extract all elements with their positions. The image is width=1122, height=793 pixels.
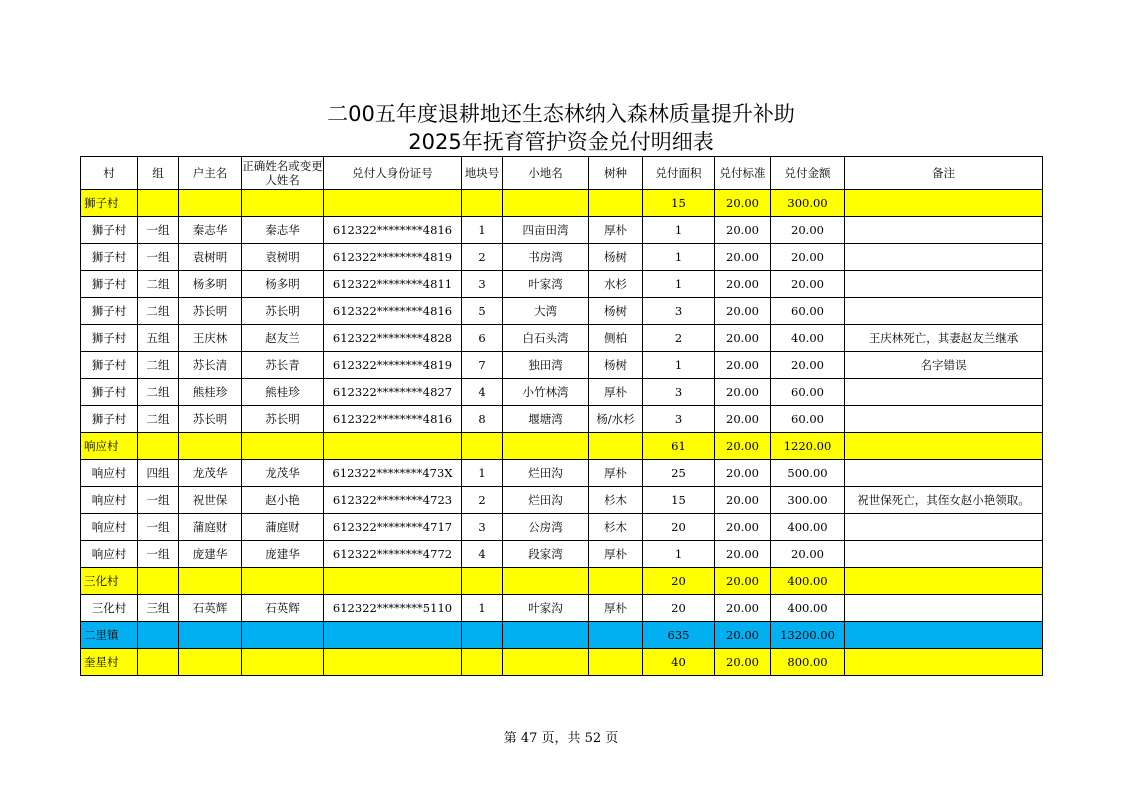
area-cell: 1 xyxy=(643,352,715,379)
table-row xyxy=(81,271,1043,298)
table-row xyxy=(81,460,1043,487)
plot-number-cell: 5 xyxy=(462,298,503,325)
village-cell: 二里镇 xyxy=(81,622,138,649)
amount-cell: 500.00 xyxy=(771,460,845,487)
header-householder: 户主名 xyxy=(179,157,242,190)
id-number-cell xyxy=(324,622,462,649)
householder-cell: 苏长明 xyxy=(179,406,242,433)
village-cell: 响应村 xyxy=(81,541,138,568)
remarks-cell xyxy=(845,379,1043,406)
area-cell: 1 xyxy=(643,541,715,568)
table-row xyxy=(81,487,1043,514)
group-cell: 三组 xyxy=(138,595,179,622)
householder-cell: 庞建华 xyxy=(179,541,242,568)
village-cell: 狮子村 xyxy=(81,244,138,271)
standard-cell: 20.00 xyxy=(715,487,771,514)
header-id-number: 兑付人身份证号 xyxy=(324,157,462,190)
place-name-cell: 堰塘湾 xyxy=(503,406,589,433)
table-header-row xyxy=(81,157,1043,190)
title-line-2: 2025年抚育管护资金兑付明细表 xyxy=(408,130,714,154)
plot-number-cell xyxy=(462,622,503,649)
tree-species-cell: 水杉 xyxy=(589,271,643,298)
tree-species-cell: 厚朴 xyxy=(589,379,643,406)
id-number-cell: 612322********473X xyxy=(324,460,462,487)
group-cell: 五组 xyxy=(138,325,179,352)
remarks-cell xyxy=(845,298,1043,325)
tree-species-cell: 杨树 xyxy=(589,244,643,271)
standard-cell: 20.00 xyxy=(715,649,771,676)
table-row xyxy=(81,406,1043,433)
group-cell xyxy=(138,622,179,649)
standard-cell: 20.00 xyxy=(715,514,771,541)
group-cell: 二组 xyxy=(138,379,179,406)
header-correct-name: 正确姓名或变更人姓名 xyxy=(242,157,324,190)
remarks-cell xyxy=(845,541,1043,568)
tree-species-cell xyxy=(589,649,643,676)
page-footer: 第 47 页，共 52 页 xyxy=(503,731,619,746)
correct-name-cell: 秦志华 xyxy=(242,217,324,244)
table-row xyxy=(81,514,1043,541)
village-cell: 狮子村 xyxy=(81,406,138,433)
header-area: 兑付面积 xyxy=(643,157,715,190)
amount-cell: 20.00 xyxy=(771,352,845,379)
id-number-cell xyxy=(324,433,462,460)
householder-cell: 龙茂华 xyxy=(179,460,242,487)
group-cell: 二组 xyxy=(138,298,179,325)
standard-cell: 20.00 xyxy=(715,271,771,298)
id-number-cell: 612322********4811 xyxy=(324,271,462,298)
village-subtotal-row xyxy=(81,568,1043,595)
village-subtotal-row xyxy=(81,433,1043,460)
tree-species-cell: 杉木 xyxy=(589,487,643,514)
remarks-cell xyxy=(845,460,1043,487)
group-cell: 一组 xyxy=(138,541,179,568)
village-cell: 狮子村 xyxy=(81,352,138,379)
place-name-cell: 白石头湾 xyxy=(503,325,589,352)
table-body xyxy=(81,190,1043,676)
householder-cell: 苏长明 xyxy=(179,298,242,325)
header-standard: 兑付标准 xyxy=(715,157,771,190)
tree-species-cell: 杨树 xyxy=(589,352,643,379)
tree-species-cell: 侧柏 xyxy=(589,325,643,352)
table-row xyxy=(81,541,1043,568)
standard-cell: 20.00 xyxy=(715,622,771,649)
amount-cell: 400.00 xyxy=(771,514,845,541)
remarks-cell xyxy=(845,433,1043,460)
plot-number-cell: 4 xyxy=(462,379,503,406)
standard-cell: 20.00 xyxy=(715,244,771,271)
table-row xyxy=(81,298,1043,325)
correct-name-cell: 熊桂珍 xyxy=(242,379,324,406)
id-number-cell xyxy=(324,649,462,676)
table-row xyxy=(81,352,1043,379)
correct-name-cell: 石英辉 xyxy=(242,595,324,622)
tree-species-cell: 杨/水杉 xyxy=(589,406,643,433)
table-row xyxy=(81,244,1043,271)
amount-cell: 20.00 xyxy=(771,271,845,298)
amount-cell: 1220.00 xyxy=(771,433,845,460)
header-plot-number: 地块号 xyxy=(462,157,503,190)
place-name-cell xyxy=(503,433,589,460)
id-number-cell: 612322********4828 xyxy=(324,325,462,352)
payment-table xyxy=(80,156,1043,676)
tree-species-cell: 杨树 xyxy=(589,298,643,325)
group-cell: 一组 xyxy=(138,514,179,541)
area-cell: 15 xyxy=(643,487,715,514)
standard-cell: 20.00 xyxy=(715,325,771,352)
id-number-cell: 612322********4717 xyxy=(324,514,462,541)
householder-cell xyxy=(179,622,242,649)
group-cell: 一组 xyxy=(138,217,179,244)
place-name-cell: 烂田沟 xyxy=(503,487,589,514)
correct-name-cell xyxy=(242,190,324,217)
village-cell: 狮子村 xyxy=(81,271,138,298)
remarks-cell xyxy=(845,622,1043,649)
village-cell: 响应村 xyxy=(81,487,138,514)
village-cell: 狮子村 xyxy=(81,217,138,244)
standard-cell: 20.00 xyxy=(715,460,771,487)
village-cell: 三化村 xyxy=(81,595,138,622)
id-number-cell: 612322********4772 xyxy=(324,541,462,568)
standard-cell: 20.00 xyxy=(715,595,771,622)
place-name-cell: 叶家沟 xyxy=(503,595,589,622)
plot-number-cell: 7 xyxy=(462,352,503,379)
village-subtotal-row xyxy=(81,190,1043,217)
tree-species-cell: 厚朴 xyxy=(589,541,643,568)
plot-number-cell xyxy=(462,649,503,676)
standard-cell: 20.00 xyxy=(715,379,771,406)
householder-cell: 祝世保 xyxy=(179,487,242,514)
standard-cell: 20.00 xyxy=(715,190,771,217)
amount-cell: 400.00 xyxy=(771,595,845,622)
remarks-cell xyxy=(845,244,1043,271)
remarks-cell xyxy=(845,595,1043,622)
village-cell: 狮子村 xyxy=(81,379,138,406)
table-row xyxy=(81,595,1043,622)
householder-cell: 秦志华 xyxy=(179,217,242,244)
amount-cell: 400.00 xyxy=(771,568,845,595)
group-cell: 四组 xyxy=(138,460,179,487)
correct-name-cell: 庞建华 xyxy=(242,541,324,568)
group-cell xyxy=(138,433,179,460)
village-cell: 奎星村 xyxy=(81,649,138,676)
group-cell: 二组 xyxy=(138,406,179,433)
place-name-cell: 独田湾 xyxy=(503,352,589,379)
place-name-cell xyxy=(503,622,589,649)
plot-number-cell: 1 xyxy=(462,217,503,244)
remarks-cell xyxy=(845,568,1043,595)
householder-cell: 石英辉 xyxy=(179,595,242,622)
correct-name-cell: 蒲庭财 xyxy=(242,514,324,541)
area-cell: 15 xyxy=(643,190,715,217)
remarks-cell: 祝世保死亡，其侄女赵小艳领取。 xyxy=(845,487,1043,514)
householder-cell: 王庆林 xyxy=(179,325,242,352)
tree-species-cell xyxy=(589,433,643,460)
area-cell: 20 xyxy=(643,514,715,541)
title-line-1: 二00五年度退耕地还生态林纳入森林质量提升补助 xyxy=(327,102,795,126)
householder-cell: 苏长清 xyxy=(179,352,242,379)
amount-cell: 60.00 xyxy=(771,298,845,325)
area-cell: 2 xyxy=(643,325,715,352)
place-name-cell: 公房湾 xyxy=(503,514,589,541)
plot-number-cell xyxy=(462,190,503,217)
remarks-cell: 名字错误 xyxy=(845,352,1043,379)
tree-species-cell: 厚朴 xyxy=(589,595,643,622)
id-number-cell: 612322********5110 xyxy=(324,595,462,622)
tree-species-cell xyxy=(589,568,643,595)
plot-number-cell: 1 xyxy=(462,460,503,487)
place-name-cell: 四亩田湾 xyxy=(503,217,589,244)
header-tree-species: 树种 xyxy=(589,157,643,190)
village-cell: 响应村 xyxy=(81,514,138,541)
householder-cell xyxy=(179,649,242,676)
village-subtotal-row xyxy=(81,649,1043,676)
correct-name-cell: 杨多明 xyxy=(242,271,324,298)
area-cell: 3 xyxy=(643,298,715,325)
plot-number-cell: 2 xyxy=(462,487,503,514)
correct-name-cell: 赵小艳 xyxy=(242,487,324,514)
area-cell: 1 xyxy=(643,217,715,244)
table-row xyxy=(81,379,1043,406)
plot-number-cell: 4 xyxy=(462,541,503,568)
amount-cell: 60.00 xyxy=(771,379,845,406)
amount-cell: 20.00 xyxy=(771,244,845,271)
plot-number-cell: 8 xyxy=(462,406,503,433)
id-number-cell xyxy=(324,190,462,217)
group-cell xyxy=(138,568,179,595)
standard-cell: 20.00 xyxy=(715,541,771,568)
correct-name-cell: 龙茂华 xyxy=(242,460,324,487)
area-cell: 3 xyxy=(643,379,715,406)
plot-number-cell: 3 xyxy=(462,271,503,298)
header-remarks: 备注 xyxy=(845,157,1043,190)
id-number-cell xyxy=(324,568,462,595)
place-name-cell: 烂田沟 xyxy=(503,460,589,487)
correct-name-cell: 苏长明 xyxy=(242,406,324,433)
group-cell xyxy=(138,649,179,676)
area-cell: 40 xyxy=(643,649,715,676)
householder-cell: 袁树明 xyxy=(179,244,242,271)
amount-cell: 13200.00 xyxy=(771,622,845,649)
amount-cell: 300.00 xyxy=(771,190,845,217)
place-name-cell xyxy=(503,649,589,676)
village-cell: 三化村 xyxy=(81,568,138,595)
correct-name-cell: 赵友兰 xyxy=(242,325,324,352)
place-name-cell: 书房湾 xyxy=(503,244,589,271)
village-cell: 响应村 xyxy=(81,433,138,460)
remarks-cell xyxy=(845,649,1043,676)
correct-name-cell xyxy=(242,649,324,676)
correct-name-cell xyxy=(242,433,324,460)
remarks-cell xyxy=(845,190,1043,217)
standard-cell: 20.00 xyxy=(715,568,771,595)
householder-cell: 熊桂珍 xyxy=(179,379,242,406)
standard-cell: 20.00 xyxy=(715,217,771,244)
householder-cell xyxy=(179,568,242,595)
householder-cell xyxy=(179,433,242,460)
town-subtotal-row xyxy=(81,622,1043,649)
area-cell: 25 xyxy=(643,460,715,487)
id-number-cell: 612322********4723 xyxy=(324,487,462,514)
standard-cell: 20.00 xyxy=(715,298,771,325)
remarks-cell xyxy=(845,514,1043,541)
householder-cell: 蒲庭财 xyxy=(179,514,242,541)
plot-number-cell xyxy=(462,568,503,595)
remarks-cell xyxy=(845,217,1043,244)
area-cell: 20 xyxy=(643,568,715,595)
tree-species-cell xyxy=(589,622,643,649)
householder-cell xyxy=(179,190,242,217)
id-number-cell: 612322********4827 xyxy=(324,379,462,406)
header-place-name: 小地名 xyxy=(503,157,589,190)
tree-species-cell xyxy=(589,190,643,217)
tree-species-cell: 厚朴 xyxy=(589,460,643,487)
area-cell: 1 xyxy=(643,271,715,298)
area-cell: 61 xyxy=(643,433,715,460)
plot-number-cell xyxy=(462,433,503,460)
amount-cell: 20.00 xyxy=(771,217,845,244)
place-name-cell: 叶家湾 xyxy=(503,271,589,298)
id-number-cell: 612322********4816 xyxy=(324,217,462,244)
group-cell xyxy=(138,190,179,217)
area-cell: 20 xyxy=(643,595,715,622)
id-number-cell: 612322********4819 xyxy=(324,244,462,271)
standard-cell: 20.00 xyxy=(715,433,771,460)
area-cell: 3 xyxy=(643,406,715,433)
correct-name-cell: 袁树明 xyxy=(242,244,324,271)
header-amount: 兑付金额 xyxy=(771,157,845,190)
correct-name-cell xyxy=(242,568,324,595)
householder-cell: 杨多明 xyxy=(179,271,242,298)
id-number-cell: 612322********4819 xyxy=(324,352,462,379)
village-cell: 狮子村 xyxy=(81,325,138,352)
plot-number-cell: 3 xyxy=(462,514,503,541)
plot-number-cell: 2 xyxy=(462,244,503,271)
correct-name-cell: 苏长青 xyxy=(242,352,324,379)
amount-cell: 60.00 xyxy=(771,406,845,433)
remarks-cell xyxy=(845,271,1043,298)
table-row xyxy=(81,217,1043,244)
remarks-cell: 王庆林死亡，其妻赵友兰继承 xyxy=(845,325,1043,352)
id-number-cell: 612322********4816 xyxy=(324,298,462,325)
place-name-cell: 大湾 xyxy=(503,298,589,325)
place-name-cell xyxy=(503,568,589,595)
remarks-cell xyxy=(845,406,1043,433)
village-cell: 狮子村 xyxy=(81,298,138,325)
header-village: 村 xyxy=(81,157,138,190)
amount-cell: 40.00 xyxy=(771,325,845,352)
correct-name-cell: 苏长明 xyxy=(242,298,324,325)
plot-number-cell: 6 xyxy=(462,325,503,352)
amount-cell: 800.00 xyxy=(771,649,845,676)
place-name-cell: 段家湾 xyxy=(503,541,589,568)
plot-number-cell: 1 xyxy=(462,595,503,622)
village-cell: 响应村 xyxy=(81,460,138,487)
area-cell: 1 xyxy=(643,244,715,271)
tree-species-cell: 杉木 xyxy=(589,514,643,541)
amount-cell: 20.00 xyxy=(771,541,845,568)
amount-cell: 300.00 xyxy=(771,487,845,514)
place-name-cell: 小竹林湾 xyxy=(503,379,589,406)
header-group: 组 xyxy=(138,157,179,190)
correct-name-cell xyxy=(242,622,324,649)
group-cell: 二组 xyxy=(138,352,179,379)
group-cell: 二组 xyxy=(138,271,179,298)
village-cell: 狮子村 xyxy=(81,190,138,217)
place-name-cell xyxy=(503,190,589,217)
standard-cell: 20.00 xyxy=(715,352,771,379)
tree-species-cell: 厚朴 xyxy=(589,217,643,244)
area-cell: 635 xyxy=(643,622,715,649)
id-number-cell: 612322********4816 xyxy=(324,406,462,433)
group-cell: 一组 xyxy=(138,487,179,514)
table-row xyxy=(81,325,1043,352)
group-cell: 一组 xyxy=(138,244,179,271)
standard-cell: 20.00 xyxy=(715,406,771,433)
